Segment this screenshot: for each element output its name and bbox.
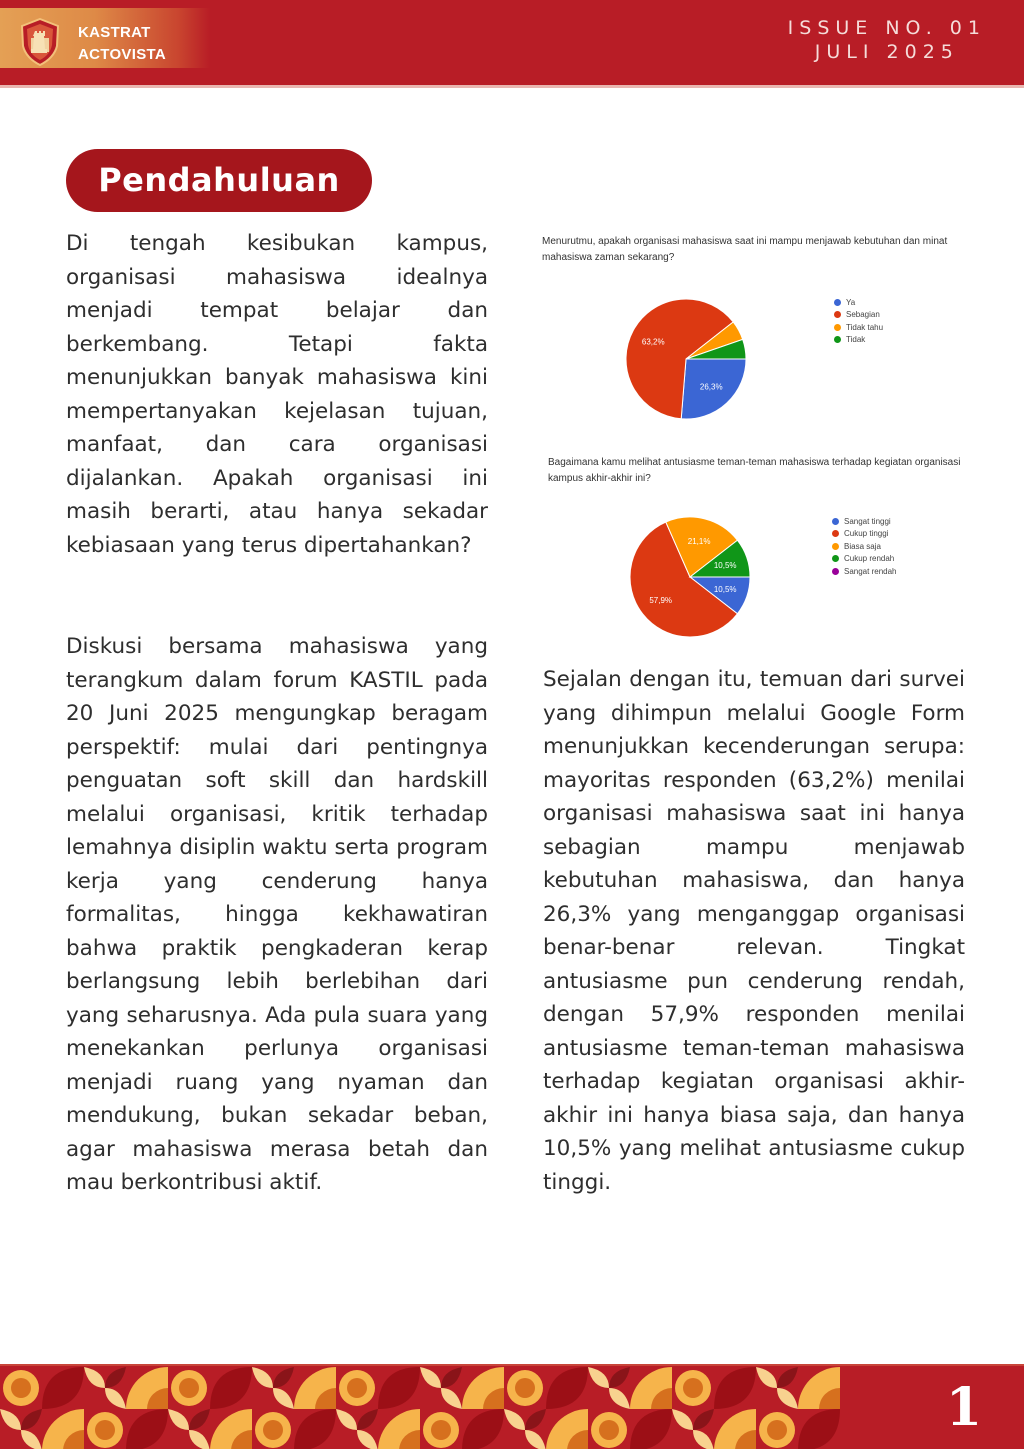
legend-item — [832, 528, 897, 541]
issue-date: JULI 2025 — [814, 41, 959, 63]
pattern-dot — [767, 1420, 787, 1440]
pattern-petal — [609, 1388, 630, 1409]
pattern-petal — [336, 1409, 357, 1430]
legend-dot-icon — [832, 555, 839, 562]
legend-label: Ya — [846, 297, 856, 307]
legend-dot-icon — [834, 336, 841, 343]
geometric-floral-pattern — [0, 1366, 850, 1449]
pie-data-label: 10,5% — [713, 585, 737, 595]
survey-paragraph: Sejalan dengan itu, temuan dari survei yang dihimpun melalui Google Form menunjukkan kecenderungan serupa: mayoritas responden (63,2%) menilai organisasi mahasiswa saat ini hanya sebagian mampu menjawab kebutuhan mahasiswa, dan hanya 26,3% yang menganggap organisasi benar-benar relevan. Tingkat antusiasme pun cenderung rendah, dengan 57,9% responden menilai antusiasme teman-teman mahasiswa terhadap kegiatan organisasi akhir-akhir ini hanya biasa saja, dan hanya 10,5% yang melihat antusiasme cukup tinggi. — [543, 667, 965, 1195]
chart-title: Menurutmu, apakah organisasi mahasiswa saat ini mampu menjawab kebutuhan dan minat mahasiswa zaman sekarang? — [542, 236, 948, 263]
legend-item — [832, 540, 897, 553]
pattern-petal — [252, 1367, 273, 1388]
chart-title: Bagaimana kamu melihat antusiasme teman-teman mahasiswa terhadap kegiatan organisasi kampus akhir-akhir ini? — [548, 457, 961, 484]
pattern-dot — [95, 1420, 115, 1440]
pattern-petal — [777, 1388, 798, 1409]
legend-item — [834, 309, 883, 322]
pie-chart-svg — [620, 507, 760, 647]
pattern-petal — [588, 1367, 609, 1388]
pattern-petal — [0, 1409, 21, 1430]
pattern-dot — [599, 1420, 619, 1440]
pattern-petal — [84, 1367, 105, 1388]
legend-dot-icon — [834, 324, 841, 331]
legend-dot-icon — [832, 518, 839, 525]
pattern-dot — [431, 1420, 451, 1440]
legend-label: Biasa saja — [844, 541, 881, 551]
pattern-leaf — [378, 1367, 420, 1409]
brand-line-1: KASTRAT — [78, 24, 151, 41]
legend-item — [832, 553, 897, 566]
legend-dot-icon — [834, 311, 841, 318]
legend-label: Sebagian — [846, 310, 880, 320]
issue-number: ISSUE NO. 01 — [787, 17, 986, 39]
pie-data-label: 63,2% — [641, 337, 665, 347]
pattern-leaf — [546, 1367, 588, 1409]
pie-chart-enthusiasm — [548, 455, 998, 645]
pattern-leaf — [42, 1367, 84, 1409]
legend-label: Sangat rendah — [844, 566, 897, 576]
pattern-petal — [189, 1430, 210, 1449]
pie-data-label: 26,3% — [699, 382, 723, 392]
page-number: 1 — [945, 1377, 982, 1438]
pattern-petal — [777, 1367, 798, 1388]
pattern-petal — [693, 1430, 714, 1449]
pie-chart-relevance — [542, 234, 992, 434]
pattern-dot — [11, 1378, 31, 1398]
legend-label: Cukup tinggi — [844, 529, 889, 539]
pattern-petal — [105, 1388, 126, 1409]
pattern-dot — [179, 1378, 199, 1398]
pie-data-label: 21,1% — [687, 536, 711, 546]
pattern-leaf — [798, 1409, 840, 1449]
legend-label: Sangat tinggi — [844, 516, 891, 526]
pie-chart-svg — [616, 289, 756, 429]
legend-item — [832, 565, 897, 578]
chart-legend — [834, 296, 883, 346]
pattern-leaf — [210, 1367, 252, 1409]
pattern-dot — [263, 1420, 283, 1440]
pattern-petal — [609, 1367, 630, 1388]
pattern-dot — [683, 1378, 703, 1398]
footer-banner — [0, 1364, 1024, 1449]
legend-item — [834, 334, 883, 347]
pattern-leaf — [126, 1409, 168, 1449]
legend-item — [834, 296, 883, 309]
brand-name — [78, 22, 166, 66]
pattern-leaf — [714, 1367, 756, 1409]
pattern-dot — [515, 1378, 535, 1398]
brand-block — [0, 8, 210, 68]
pattern-petal — [693, 1409, 714, 1430]
pattern-petal — [189, 1409, 210, 1430]
pattern-dot — [347, 1378, 367, 1398]
issue-info — [788, 16, 986, 64]
pattern-petal — [441, 1388, 462, 1409]
pattern-leaf — [462, 1409, 504, 1449]
intro-paragraph: Di tengah kesibukan kampus, organisasi mahasiswa idealnya menjadi tempat belajar dan berkembang. Tetapi fakta menunjukkan banyak mahasiswa kini mempertanyakan kejelasan tujuan, manfaat, dan cara organisasi dijalankan. Apakah organisasi ini masih berarti, atau hanya sekadar kebiasaan yang terus dipertahankan? — [66, 231, 488, 558]
legend-dot-icon — [832, 530, 839, 537]
brand-line-2: ACTOVISTA — [78, 46, 166, 63]
pattern-petal — [672, 1409, 693, 1430]
pattern-petal — [357, 1430, 378, 1449]
pattern-petal — [756, 1367, 777, 1388]
legend-dot-icon — [832, 543, 839, 550]
pattern-petal — [357, 1409, 378, 1430]
pattern-petal — [525, 1409, 546, 1430]
pattern-petal — [105, 1367, 126, 1388]
section-title: Pendahuluan — [66, 149, 372, 212]
pattern-petal — [168, 1409, 189, 1430]
pattern-petal — [525, 1430, 546, 1449]
legend-label: Tidak — [846, 335, 866, 345]
pattern-leaf — [294, 1409, 336, 1449]
header-banner — [0, 0, 1024, 88]
legend-item — [832, 515, 897, 528]
pattern-petal — [504, 1409, 525, 1430]
pattern-petal — [273, 1388, 294, 1409]
legend-dot-icon — [832, 568, 839, 575]
legend-label: Cukup rendah — [844, 554, 895, 564]
legend-item — [834, 321, 883, 334]
discussion-paragraph: Diskusi bersama mahasiswa yang terangkum dalam forum KASTIL pada 20 Juni 2025 mengungkap beragam perspektif: mulai dari pentingnya penguatan soft skill dan hardskill melalui organisasi, kritik terhadap lemahnya disiplin waktu serta program kerja yang cenderung hanya formalitas, hingga kekhawatiran bahwa praktik pengkaderan kerap berlangsung lebih berlebihan dari yang seharusnya. Ada pula suara yang menekankan perlunya organisasi menjadi ruang yang nyaman dan mendukung, bukan sekadar beban, agar mahasiswa merasa betah dan mau berkontribusi aktif. — [66, 634, 488, 1195]
pattern-petal — [273, 1367, 294, 1388]
legend-dot-icon — [834, 299, 841, 306]
pattern-petal — [21, 1430, 42, 1449]
chart-legend — [832, 515, 897, 578]
pie-data-label: 57,9% — [649, 595, 673, 605]
pattern-leaf — [630, 1409, 672, 1449]
legend-label: Tidak tahu — [846, 322, 884, 332]
pattern-petal — [441, 1367, 462, 1388]
pattern-petal — [420, 1367, 441, 1388]
pattern-petal — [21, 1409, 42, 1430]
pie-data-label: 10,5% — [713, 560, 737, 570]
chess-rook-shield-icon — [20, 18, 60, 66]
